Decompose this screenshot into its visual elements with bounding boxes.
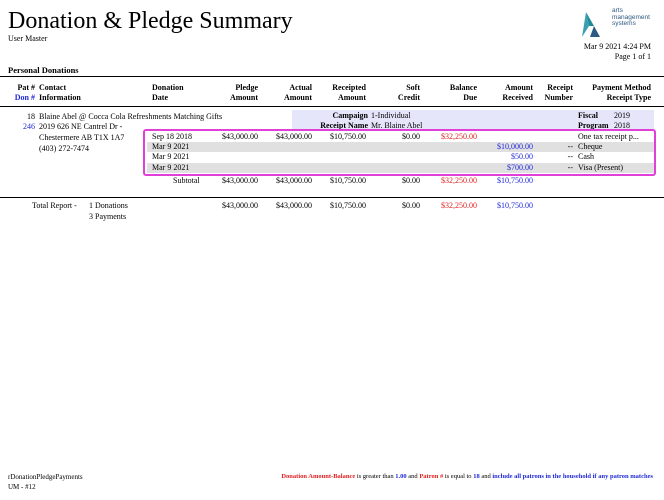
footer-um: UM - #12 [8, 483, 36, 491]
donation-receipted: $10,750.00 [330, 132, 366, 141]
subtotal-receipted: $10,750.00 [330, 176, 366, 185]
subtotal-balance: $32,250.00 [441, 176, 477, 185]
program-value: 2018 [614, 121, 630, 130]
payment-method: Cheque [578, 142, 603, 151]
donation-method: One tax receipt p... [578, 132, 639, 141]
header-payment-method: Payment Method Receipt Type [592, 83, 651, 102]
header-rule [0, 106, 664, 107]
subtotal-received: $10,750.00 [497, 176, 533, 185]
logo-text: arts management systems [612, 7, 650, 27]
subtotal-soft-credit: $0.00 [402, 176, 420, 185]
patron-name: Blaine Abel @ Cocca Cola Refreshments Matching Gifts [39, 112, 223, 121]
donation-soft-credit: $0.00 [402, 132, 420, 141]
section-title: Personal Donations [8, 65, 79, 75]
receipt-name-value: Mr. Blaine Abel [371, 121, 423, 130]
total-balance: $32,250.00 [441, 201, 477, 210]
header-donation-date: Donation Date [152, 83, 184, 102]
payment-receipt-number: -- [567, 152, 573, 161]
section-rule [0, 76, 664, 77]
program-label: Program [578, 121, 609, 130]
subtotal-actual: $43,000.00 [276, 176, 312, 185]
total-payments: 3 Payments [89, 212, 127, 221]
payment-date: Mar 9 2021 [152, 163, 190, 172]
header-amount-received: Amount Received [502, 83, 533, 102]
page-number: Page 1 of 1 [614, 52, 651, 61]
campaign-label: Campaign [332, 111, 368, 120]
patron-address2: Chestermere AB T1X 1A7 [39, 133, 125, 142]
payment-method: Visa (Present) [578, 163, 624, 172]
header-contact: Contact Information [39, 83, 81, 102]
total-actual: $43,000.00 [276, 201, 312, 210]
patron-phone: (403) 272-7474 [39, 144, 89, 153]
header-receipt-number: Receipt Number [544, 83, 573, 102]
donation-date: Sep 18 2018 [152, 132, 192, 141]
payment-receipt-number: -- [567, 163, 573, 172]
receipt-name-label: Receipt Name [320, 121, 368, 130]
header-pledge: Pledge Amount [229, 83, 258, 102]
fiscal-label: Fiscal [578, 111, 598, 120]
header-balance-due: Balance Due [449, 83, 477, 102]
header-actual: Actual Amount [283, 83, 312, 102]
header-receipted: Receipted Amount [332, 83, 366, 102]
payment-received: $50.00 [511, 152, 533, 161]
payment-method: Cash [578, 152, 594, 161]
total-rule [0, 197, 664, 198]
payment-date: Mar 9 2021 [152, 142, 190, 151]
header-pat: Pat # Don # [14, 83, 35, 102]
total-donations: 1 Donations [89, 201, 128, 210]
donation-balance: $32,250.00 [441, 132, 477, 141]
total-label: Total Report - [32, 201, 77, 210]
footer-report-name: rDonationPledgePayments [8, 473, 83, 481]
total-pledge: $43,000.00 [222, 201, 258, 210]
payment-received: $700.00 [507, 163, 533, 172]
payment-received: $10,000.00 [497, 142, 533, 151]
subtotal-label: Subtotal [173, 176, 200, 185]
donation-pledge: $43,000.00 [222, 132, 258, 141]
report-subtitle: User Master [8, 34, 48, 43]
patron-address1: 2019 626 NE Cantrel Dr - [39, 122, 123, 131]
fiscal-value: 2019 [614, 111, 630, 120]
total-receipted: $10,750.00 [330, 201, 366, 210]
donation-actual: $43,000.00 [276, 132, 312, 141]
header-soft-credit: Soft Credit [397, 83, 420, 102]
payment-date: Mar 9 2021 [152, 152, 190, 161]
total-soft-credit: $0.00 [402, 201, 420, 210]
report-title: Donation & Pledge Summary [8, 8, 293, 34]
selection-highlight [143, 129, 656, 176]
donation-number[interactable]: 246 [23, 122, 35, 131]
campaign-value: 1-Individual [371, 111, 411, 120]
report-date: Mar 9 2021 4:24 PM [583, 42, 651, 51]
payment-receipt-number: -- [567, 142, 573, 151]
total-received: $10,750.00 [497, 201, 533, 210]
patron-number: 18 [27, 112, 35, 121]
subtotal-pledge: $43,000.00 [222, 176, 258, 185]
footer-criteria: Donation Amount-Balance is greater than 1.00 and Patron # is equal to 18 and include all patrons in the household if any patron matches [281, 473, 653, 480]
